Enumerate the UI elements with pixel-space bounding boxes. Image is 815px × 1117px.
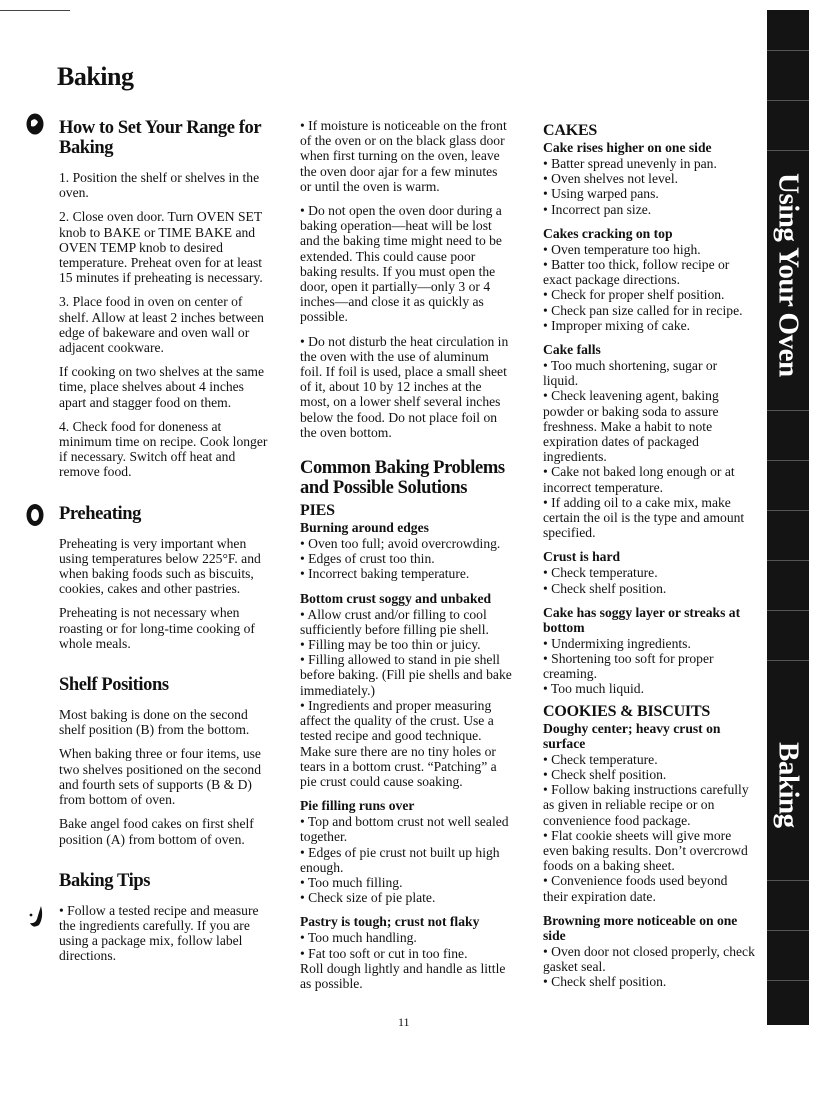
cracking-item: • Check for proper shelf position. bbox=[543, 287, 725, 303]
oven-knob-icon bbox=[25, 112, 45, 136]
step-4: 4. Check food for doneness at minimum time on recipe. Cook longer if necessary. Switch off heat and remove food. bbox=[59, 418, 268, 480]
doughy-item: • Convenience foods used beyond their expiration date. bbox=[543, 873, 728, 904]
sidebar-divider bbox=[767, 100, 809, 101]
falls-item: • Check leavening agent, baking powder or baking soda to assure freshness. Make a habit to note expiration dates of packaged ingredients. bbox=[543, 388, 719, 465]
rises-title: Cake rises higher on one side bbox=[543, 140, 712, 155]
column-middle bbox=[300, 118, 512, 991]
tough-title: Pastry is tough; crust not flaky bbox=[300, 914, 480, 930]
sidebar-divider bbox=[767, 930, 809, 931]
tip-foil: • Do not disturb the heat circulation in the oven with the use of aluminum foil. If foil is used, place a small sheet of it, about 10 by 12 inches at the most, on a lower shelf several inches below the food. Do not place foil on the oven bottom. bbox=[300, 333, 509, 440]
sidebar-divider bbox=[767, 660, 809, 661]
baking-tips-heading: Baking Tips bbox=[59, 870, 151, 891]
runs-over-item: • Check size of pie plate. bbox=[300, 890, 436, 906]
page-number: 11 bbox=[398, 1015, 410, 1029]
runs-over-item: • Edges of pie crust not built up high enough. bbox=[300, 844, 500, 875]
doughy-title: Doughy center; heavy crust on surface bbox=[543, 720, 721, 751]
streaks-item: • Too much liquid. bbox=[543, 681, 644, 697]
doughy-item: • Flat cookie sheets will give more even baking results. Don’t overcrowd foods on a baking sheet. bbox=[543, 827, 748, 874]
hard-title: Crust is hard bbox=[543, 549, 621, 565]
burning-item: • Incorrect baking temperature. bbox=[300, 566, 470, 582]
runs-over-item: • Top and bottom crust not well sealed together. bbox=[300, 814, 509, 845]
tough-item: • Fat too soft or cut in too fine. bbox=[300, 945, 468, 961]
step-1: 1. Position the shelf or shelves in the oven. bbox=[59, 170, 260, 201]
rises-item: • Oven shelves not level. bbox=[543, 171, 679, 187]
streaks-item: • Undermixing ingredients. bbox=[543, 635, 691, 651]
shelf-text-1: Most baking is done on the second shelf position (B) from the bottom. bbox=[59, 707, 250, 738]
rises-item: • Incorrect pan size. bbox=[543, 201, 652, 217]
preheating-text-2: Preheating is not necessary when roasting or for long-time cooking of whole meals. bbox=[59, 605, 255, 651]
soggy-item: • Filling may be too thin or juicy. bbox=[300, 637, 481, 653]
page-title: Baking bbox=[57, 62, 134, 91]
section-preheating bbox=[59, 504, 269, 524]
streaks-item: • Shortening too soft for proper creaming. bbox=[543, 651, 714, 682]
sidebar-tab-baking[interactable]: Baking bbox=[772, 742, 805, 828]
falls-title: Cake falls bbox=[543, 342, 601, 358]
preheating-text-1: Preheating is very important when using temperatures below 225°F. and when baking foods such as biscuits, cookies, cakes and other pastries. bbox=[59, 535, 261, 597]
soggy-item: • Allow crust and/or filling to cool sufficiently before filling pie shell. bbox=[300, 606, 489, 637]
browning-item: • Oven door not closed properly, check gasket seal. bbox=[543, 943, 755, 974]
column-left bbox=[59, 118, 269, 973]
browning-item: • Check shelf position. bbox=[543, 974, 667, 990]
sidebar-divider bbox=[767, 610, 809, 611]
sidebar-divider bbox=[767, 880, 809, 881]
column-right bbox=[543, 118, 755, 989]
sidebar-divider bbox=[767, 150, 809, 151]
problems-heading: Common Baking Problems and Possible Solutions bbox=[300, 458, 505, 499]
sidebar-divider bbox=[767, 460, 809, 461]
cracking-item: • Check pan size called for in recipe. bbox=[543, 302, 743, 318]
rises-item: • Using warped pans. bbox=[543, 186, 659, 202]
browning-title: Browning more noticeable on one side bbox=[543, 912, 738, 943]
falls-item: • Cake not baked long enough or at incorrect temperature. bbox=[543, 464, 735, 495]
streaks-title: Cake has soggy layer or streaks at bottom bbox=[543, 604, 741, 635]
tip-1-box bbox=[59, 903, 269, 964]
tip-door: • Do not open the oven door during a baking operation—heat will be lost and the baking time might need to be extended. This could cause poor baking results. If you must open the door, open it partially—only 3 or 4 inches—and close it as quickly as possible. bbox=[300, 203, 502, 325]
sidebar-divider bbox=[767, 560, 809, 561]
burning-item: • Oven too full; avoid overcrowding. bbox=[300, 536, 501, 552]
soggy-item: • Filling allowed to stand in pie shell before baking. (Fill pie shells and bake immediately.) bbox=[300, 652, 512, 698]
runs-over-title: Pie filling runs over bbox=[300, 798, 415, 814]
doughy-item: • Check temperature. bbox=[543, 751, 658, 767]
sidebar-divider bbox=[767, 510, 809, 511]
tip-1: • Follow a tested recipe and measure the ingredients carefully. If you are using a package mix, follow label directions. bbox=[59, 902, 259, 964]
sidebar-divider bbox=[767, 410, 809, 411]
burning-item: • Edges of crust too thin. bbox=[300, 551, 435, 567]
section-how-to-set bbox=[59, 118, 269, 158]
step-3: 3. Place food in oven on center of shelf. Allow at least 2 inches between edge of bakeware and oven wall or adjacent cookware. bbox=[59, 294, 264, 356]
two-shelves-note: If cooking on two shelves at the same time, place shelves about 4 inches apart and stagger food on them. bbox=[59, 364, 264, 410]
pies-heading: PIES bbox=[300, 502, 335, 520]
decorative-mark-icon bbox=[27, 903, 45, 929]
cakes-heading: CAKES bbox=[543, 122, 598, 139]
thermostat-dial-icon bbox=[25, 502, 45, 528]
cookies-heading: COOKIES & BISCUITS bbox=[543, 702, 711, 720]
rises-item: • Batter spread unevenly in pan. bbox=[543, 156, 717, 171]
hard-item: • Check shelf position. bbox=[543, 580, 667, 596]
sidebar-divider bbox=[767, 980, 809, 981]
cracking-item: • Batter too thick, follow recipe or exact package directions. bbox=[543, 257, 730, 288]
sidebar-divider bbox=[767, 50, 809, 51]
hard-item: • Check temperature. bbox=[543, 565, 658, 581]
doughy-item: • Follow baking instructions carefully as given in reliable recipe or on convenience food package. bbox=[543, 782, 749, 828]
tough-note: Roll dough lightly and handle as little as possible. bbox=[300, 960, 506, 991]
tip-moisture: • If moisture is noticeable on the front of the oven or on the black glass door when first turning on the oven, leave the oven door ajar for a few minutes or until the oven is warm. bbox=[300, 118, 507, 194]
burning-title: Burning around edges bbox=[300, 520, 429, 536]
cracking-title: Cakes cracking on top bbox=[543, 225, 673, 241]
preheating-heading: Preheating bbox=[59, 503, 141, 524]
soggy-item: • Ingredients and proper measuring affect the quality of the crust. Use a tested recipe and good technique. Make sure there are no tiny holes or tears in a bottom crust. “Patching” a pie crust could cause soaking. bbox=[300, 697, 497, 789]
cracking-item: • Improper mixing of cake. bbox=[543, 317, 691, 333]
soggy-title: Bottom crust soggy and unbaked bbox=[300, 590, 492, 606]
falls-item: • Too much shortening, sugar or liquid. bbox=[543, 358, 718, 389]
shelf-positions-heading: Shelf Positions bbox=[59, 675, 169, 696]
falls-item: • If adding oil to a cake mix, make certain the oil is the type and amount specified. bbox=[543, 494, 745, 541]
runs-over-item: • Too much filling. bbox=[300, 874, 403, 890]
sidebar-tab-using-your-oven[interactable]: Using Your Oven bbox=[772, 173, 805, 377]
cracking-item: • Oven temperature too high. bbox=[543, 241, 701, 257]
section-sidebar bbox=[767, 10, 809, 1025]
how-to-set-heading: How to Set Your Range for Baking bbox=[59, 118, 261, 158]
shelf-text-3: Bake angel food cakes on first shelf position (A) from bottom of oven. bbox=[59, 816, 254, 847]
tough-item: • Too much handling. bbox=[300, 930, 417, 946]
corner-mark bbox=[0, 10, 70, 11]
doughy-item: • Check shelf position. bbox=[543, 766, 667, 782]
shelf-text-2: When baking three or four items, use two shelves positioned on the second and fourth sets of supports (B & D) from bottom of oven. bbox=[59, 746, 261, 808]
step-2: 2. Close oven door. Turn OVEN SET knob to BAKE or TIME BAKE and OVEN TEMP knob to desired temperature. Preheat oven for at least 15 minutes if preheating is necessary. bbox=[59, 209, 263, 286]
